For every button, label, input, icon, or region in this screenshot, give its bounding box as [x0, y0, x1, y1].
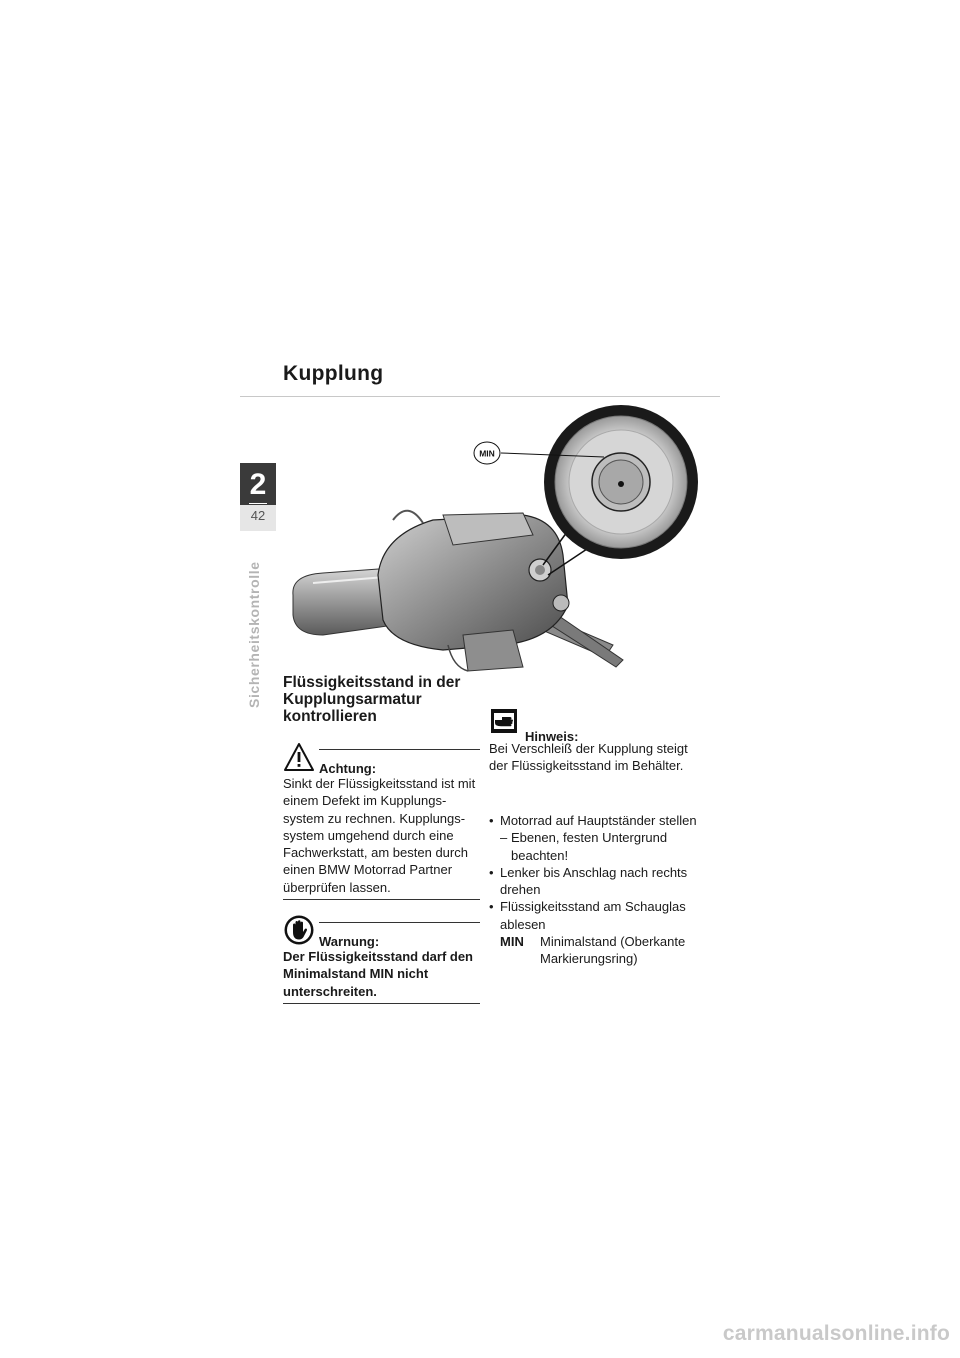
step-text: Lenker bis Anschlag nach rechts drehen [500, 864, 688, 898]
note-hand-icon [490, 708, 518, 734]
caution-rule [319, 749, 480, 750]
step-item [489, 812, 709, 829]
title-divider [240, 396, 720, 397]
bullet: • [489, 864, 494, 880]
hint-title: Hinweis: [525, 729, 579, 744]
step-text: Motorrad auf Hauptständer stellen [500, 813, 697, 828]
caution-box [283, 749, 480, 900]
sub-step-text: Ebenen, festen Untergrund beachten! [511, 830, 668, 863]
min-callout-label: MIN [479, 448, 495, 459]
warning-title: Warnung: [319, 934, 380, 949]
sub-step-item [489, 829, 709, 864]
definition-item [489, 933, 709, 968]
warning-rule [319, 922, 480, 923]
dash: – [500, 830, 508, 846]
caution-title: Achtung: [319, 761, 377, 776]
chapter-tab-divider [249, 503, 267, 504]
watermark: carmanualsonline.info [722, 1322, 950, 1345]
hint-box [489, 708, 699, 775]
chapter-tab [240, 463, 276, 531]
page-number: 42 [250, 508, 266, 523]
hint-text: Bei Verschleiß der Kupplung steigt der Flüssigkeitsstand im Behälter. [489, 741, 688, 774]
page-title: Kupplung [283, 362, 384, 385]
caution-text: Sinkt der Flüssigkeitsstand ist mit einem Defekt im Kupplungs-system zu rechnen. Kupplungs-system umgehend durch eine Fachwerkstatt, am besten durch einen BMW Motorrad Partner überprüfen lassen. [283, 776, 476, 895]
step-item [489, 898, 709, 933]
stop-hand-icon [283, 914, 315, 946]
warning-box [283, 922, 480, 1004]
step-text: Flüssigkeitsstand am Schauglas ablesen [500, 899, 686, 932]
section-heading: Flüssigkeitsstand in der Kupplungsarmatur kontrollieren [283, 674, 461, 725]
bullet: • [489, 813, 494, 828]
procedure-steps [489, 812, 709, 968]
clutch-reservoir-illustration [283, 405, 720, 675]
caution-triangle-icon [283, 741, 315, 773]
chapter-side-label: Sicherheitskontrolle [246, 561, 262, 708]
definition-text: Minimalstand (Oberkante Markierungsring) [540, 934, 686, 967]
step-item [489, 864, 709, 899]
bullet: • [489, 899, 494, 915]
chapter-number: 2 [249, 468, 267, 501]
warning-text: Der Flüssigkeitsstand darf den Minimalstand MIN nicht unterschreiten. [283, 949, 473, 999]
definition-term: MIN [500, 934, 524, 950]
